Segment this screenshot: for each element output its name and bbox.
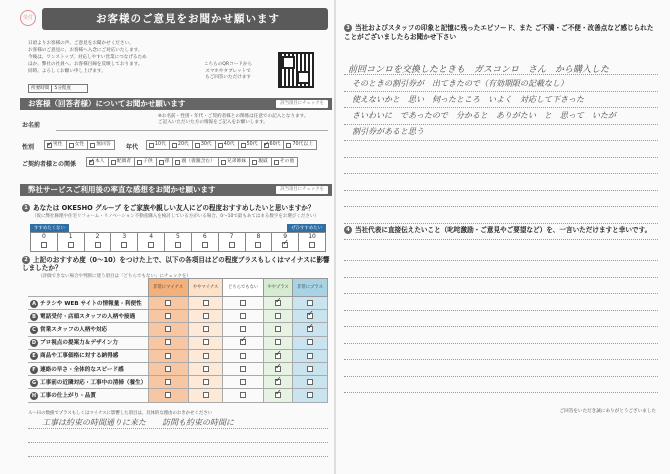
checkbox[interactable] — [203, 326, 209, 332]
section-title: お客様（回答者様）についてお聞かせ願います — [28, 99, 186, 108]
question-2-title — [22, 256, 332, 272]
reason-footnote: Ａ～Ｈの数値でプラスもしくはマイナスに影響した項目は、具体的な理由のおきかせください — [28, 411, 213, 416]
checkbox[interactable] — [275, 392, 281, 398]
age-options — [146, 140, 317, 150]
checkbox[interactable] — [203, 379, 209, 385]
rating-table — [28, 278, 328, 403]
relationship-option[interactable] — [109, 158, 135, 166]
rating-cell[interactable] — [148, 323, 188, 336]
checkbox[interactable] — [203, 353, 209, 359]
checkbox[interactable] — [307, 379, 313, 385]
scale-option[interactable] — [111, 233, 138, 251]
scale-number: 10 — [308, 233, 316, 240]
item-letter: A — [30, 300, 38, 308]
section-header-feedback — [20, 184, 332, 196]
checkbox[interactable] — [240, 326, 246, 332]
checkbox[interactable] — [195, 143, 200, 148]
rating-cell[interactable] — [223, 310, 264, 323]
answer-line[interactable] — [344, 260, 658, 261]
received-stamp: 受付 — [20, 10, 36, 26]
item-label: 電話受付・店頭スタッフの人柄や接遇 — [40, 313, 136, 320]
checkbox[interactable] — [203, 313, 209, 319]
rating-row — [28, 349, 328, 362]
scale-number: 8 — [256, 233, 261, 240]
reason-line[interactable] — [28, 442, 328, 443]
privacy-note — [158, 114, 332, 126]
rating-cell[interactable] — [293, 323, 328, 336]
scale-number: 1 — [68, 233, 73, 240]
checkbox[interactable] — [307, 353, 313, 359]
item-letter: G — [31, 379, 37, 386]
rating-row — [28, 389, 328, 402]
checkbox[interactable] — [240, 366, 246, 372]
checkbox[interactable] — [165, 353, 171, 359]
scale-option[interactable] — [165, 233, 192, 251]
checkbox[interactable] — [240, 353, 246, 359]
intro-line: 同時、よろしくお願い申し上げます。 — [28, 69, 106, 74]
answer-line[interactable] — [344, 359, 658, 360]
rating-cell[interactable] — [263, 336, 292, 349]
rating-cell[interactable] — [223, 323, 264, 336]
answer-line[interactable] — [344, 343, 658, 344]
checkbox[interactable] — [275, 339, 281, 345]
checkbox[interactable] — [165, 326, 171, 332]
page-title: お客様のご意見をお聞かせ願います — [42, 8, 328, 30]
rating-cell[interactable] — [293, 310, 328, 323]
handwritten-answer-line: 使えないかと 思い 伺ったところ いよく 対応して下さった — [352, 95, 584, 104]
rating-row — [28, 323, 328, 336]
rating-cell[interactable] — [263, 376, 292, 389]
age-label: 年代 — [126, 144, 139, 151]
scale-caption-high: ぜひすすめたい — [287, 224, 326, 232]
checkbox[interactable] — [274, 160, 279, 165]
checkbox[interactable] — [221, 160, 226, 165]
rating-row — [28, 376, 328, 389]
relationship-option[interactable] — [219, 158, 250, 166]
answer-line[interactable] — [344, 392, 658, 393]
checkbox[interactable] — [202, 242, 208, 248]
checkbox[interactable] — [307, 339, 313, 345]
checkbox[interactable] — [307, 366, 313, 372]
checkbox[interactable] — [275, 326, 281, 332]
option-label: 20代 — [177, 142, 189, 147]
relationship-option[interactable] — [87, 158, 109, 166]
checkbox[interactable] — [165, 339, 171, 345]
intro-line: お客様のご意見に、お客様へ入念にご対応いたします。 — [28, 48, 143, 53]
option-label: 30代 — [200, 142, 212, 147]
item-label: 工事前の近隣対応・工事中の清掃（養生） — [40, 379, 147, 386]
checkbox[interactable] — [165, 392, 171, 398]
item-label: 連絡の早さ・全体的なスピード感 — [40, 366, 124, 373]
header-very-positive: 非常にプラス — [293, 279, 328, 297]
checkbox[interactable] — [229, 242, 235, 248]
rating-row — [28, 310, 328, 323]
option-label: 女性 — [74, 142, 85, 147]
checkbox[interactable] — [252, 160, 257, 165]
checkbox[interactable] — [307, 326, 313, 332]
gender-option[interactable] — [67, 141, 89, 149]
checkbox[interactable] — [240, 313, 246, 319]
option-label: 70代以上 — [292, 142, 313, 147]
item-label: 営業スタッフの人柄や対応 — [40, 326, 108, 333]
question-text: 上記のおすすめ度（0～10）をつけた上で、以下の各項目はどの程度プラスもしくはマイナスに影響しましたか？ — [22, 256, 330, 272]
checkbox[interactable] — [41, 242, 47, 248]
checkbox[interactable] — [241, 143, 246, 148]
recommend-scale — [30, 226, 326, 252]
page-divider — [334, 0, 336, 474]
question-text: 当社およびスタッフの印象と記憶に残ったエピソード、また ご不満・ご不便・改善点など感じられたことがございましたらお聞かせ下さい — [344, 24, 654, 41]
intro-text — [28, 40, 188, 75]
gender-option[interactable] — [45, 141, 67, 149]
handwritten-reason: 工事は約束の時間通りに来た 訪問も約束の時間に — [42, 418, 234, 427]
rating-cell[interactable] — [293, 297, 328, 310]
header-somewhat-negative: ややマイナス — [188, 279, 223, 297]
rating-item — [28, 297, 148, 310]
rating-cell[interactable] — [223, 297, 264, 310]
checkbox[interactable] — [148, 242, 154, 248]
question-text: あなたは OKESHO グループ をご家族や親しい友人にどの程度おすすめしたいと思いますか？ — [33, 204, 315, 212]
rating-item — [28, 323, 148, 336]
checkbox[interactable] — [275, 379, 281, 385]
scale-number: 4 — [149, 233, 154, 240]
option-label: 親（義親含む） — [181, 159, 216, 164]
handwritten-answer-line: さいわいに であったので 分かると ありがたい と 思って いたが — [352, 111, 616, 120]
rating-cell[interactable] — [188, 297, 223, 310]
scale-option[interactable] — [138, 233, 165, 251]
question-text: 当社代表に直接伝えたいこと（叱咤激励・ご意見やご要望など）を、一言いただけますと幸いです。 — [355, 226, 652, 234]
checkbox[interactable] — [111, 160, 116, 165]
rating-cell[interactable] — [148, 376, 188, 389]
item-letter: E — [30, 352, 38, 360]
option-label: 本人 — [95, 159, 105, 164]
age-option[interactable] — [262, 141, 285, 149]
rating-cell[interactable] — [148, 336, 188, 349]
rating-cell[interactable] — [188, 362, 223, 375]
checkbox[interactable] — [165, 366, 171, 372]
rating-cell[interactable] — [263, 362, 292, 375]
gender-label: 性別 — [22, 144, 35, 151]
checkbox[interactable] — [203, 339, 209, 345]
checkbox[interactable] — [203, 300, 209, 306]
time-label: 所要時間 — [31, 86, 50, 91]
rating-cell[interactable] — [188, 376, 223, 389]
answer-line[interactable] — [344, 310, 658, 311]
rating-cell[interactable] — [148, 362, 188, 375]
rating-cell[interactable] — [223, 349, 264, 362]
answer-line[interactable] — [344, 277, 658, 278]
rating-cell[interactable] — [148, 389, 188, 402]
scale-option[interactable] — [31, 233, 58, 251]
answer-line[interactable] — [344, 124, 658, 125]
right-page — [338, 4, 664, 470]
scale-option[interactable] — [58, 233, 85, 251]
rating-cell[interactable] — [223, 376, 264, 389]
checkbox[interactable] — [137, 160, 142, 165]
question-4-title — [344, 226, 658, 235]
qr-note-line: スマホやタブレットで — [205, 68, 251, 74]
gender-options — [44, 140, 115, 150]
scale-option[interactable] — [272, 233, 299, 251]
checkbox[interactable] — [240, 300, 246, 306]
answer-line[interactable] — [344, 206, 658, 207]
age-option[interactable] — [216, 141, 239, 149]
intro-line: 日頃よりお客様の声、ご意見をお聞かせください。 — [28, 41, 134, 46]
option-label: 親戚 — [258, 159, 268, 164]
scale-number: 3 — [122, 233, 127, 240]
age-option[interactable] — [239, 141, 262, 149]
answer-line[interactable] — [344, 173, 658, 174]
checkbox[interactable] — [275, 366, 281, 372]
item-label: チラシや WEB サイトの情報量・利便性 — [40, 300, 142, 307]
checkbox[interactable] — [203, 392, 209, 398]
answer-line[interactable] — [344, 293, 658, 294]
rating-cell[interactable] — [223, 389, 264, 402]
checkbox[interactable] — [165, 313, 171, 319]
checkbox[interactable] — [275, 300, 281, 306]
checkbox[interactable] — [282, 242, 288, 248]
option-label: 配偶者 — [116, 159, 132, 164]
checkbox[interactable] — [47, 143, 52, 148]
rating-row — [28, 362, 328, 375]
answer-line[interactable] — [344, 190, 658, 191]
question-number: 4 — [344, 226, 352, 234]
rating-cell[interactable] — [263, 349, 292, 362]
rating-cell[interactable] — [148, 297, 188, 310]
checkbox[interactable] — [275, 313, 281, 319]
checkbox[interactable] — [307, 300, 313, 306]
scale-option[interactable] — [299, 233, 325, 251]
scale-number: 6 — [202, 233, 207, 240]
section-header-respondent — [20, 98, 332, 110]
rating-item — [28, 336, 148, 349]
rating-cell[interactable] — [293, 336, 328, 349]
answer-line[interactable] — [344, 140, 658, 141]
option-label: 無回答 — [96, 142, 111, 147]
rating-cell[interactable] — [188, 389, 223, 402]
checkbox[interactable] — [121, 242, 127, 248]
scale-number: 5 — [176, 233, 180, 240]
checkbox[interactable] — [69, 143, 74, 148]
relationship-option[interactable] — [135, 158, 157, 166]
scale-number: 7 — [229, 233, 234, 240]
rating-header-row — [28, 279, 328, 297]
rating-cell[interactable] — [263, 323, 292, 336]
option-label: 60代 — [269, 142, 281, 147]
left-page — [8, 4, 330, 470]
relationship-option[interactable] — [173, 158, 219, 166]
section-title: 弊社サービスご利用後の率直な感想をお聞かせ願います — [28, 185, 216, 194]
name-label: お名前 — [22, 122, 41, 129]
item-letter: D — [31, 340, 37, 347]
checkbox[interactable] — [240, 339, 246, 345]
rating-cell[interactable] — [188, 336, 223, 349]
relationship-option[interactable] — [157, 158, 174, 166]
header-somewhat-positive: ややプラス — [263, 279, 292, 297]
rating-cell[interactable] — [148, 349, 188, 362]
checkbox[interactable] — [240, 379, 246, 385]
answer-line[interactable] — [344, 107, 658, 108]
option-label: 40代 — [223, 142, 235, 147]
handwritten-answer-line: そのときの割引券が 出てきたので（有効期限の記載なし） — [352, 79, 568, 88]
checkbox[interactable] — [165, 379, 171, 385]
rating-cell[interactable] — [263, 297, 292, 310]
checkbox[interactable] — [307, 392, 313, 398]
rating-cell[interactable] — [293, 349, 328, 362]
question-2-subtext: （評価できない場合や判断に迷う項目は「どちらでもない」にチェックを） — [38, 274, 191, 279]
question-3-title — [344, 24, 658, 42]
answer-line[interactable] — [344, 91, 658, 92]
rating-item — [28, 310, 148, 323]
checkbox[interactable] — [264, 143, 269, 148]
qr-note-line: もご回答いただけます — [205, 75, 251, 80]
section-note: 該当項目にチェックを — [276, 100, 328, 108]
scale-cells — [30, 232, 326, 252]
rating-cell[interactable] — [223, 362, 264, 375]
qr-note-line: こちらのQRコードから — [203, 62, 253, 67]
intro-line: 今後は、ワンストップ、対応しやすい営業につなげるため — [28, 55, 147, 60]
question-number: 1 — [22, 204, 30, 212]
scale-option[interactable] — [246, 233, 273, 251]
handwritten-answer-line: 前回コンロを交換したときも ガスコンロ さん から購入した — [348, 65, 610, 75]
item-letter: C — [30, 326, 38, 334]
section-note: 該当項目にチェックを — [276, 186, 328, 194]
item-label: プロ視点の提案力＆デザイン力 — [40, 340, 118, 347]
reason-line[interactable] — [28, 456, 328, 457]
privacy-line: ※お名前・性別・年代・ご契約者様との関係は任意での記入となります。 — [158, 114, 309, 119]
rating-item — [28, 362, 148, 375]
scale-option[interactable] — [192, 233, 219, 251]
scale-option[interactable] — [85, 233, 112, 251]
answer-line[interactable] — [344, 157, 658, 158]
item-label: 工事の仕上がり・品質 — [40, 392, 96, 399]
relationship-option[interactable] — [272, 158, 297, 166]
rating-header-blank — [28, 279, 148, 297]
checkbox[interactable] — [89, 160, 94, 165]
question-1-subtext: （仮に弊社修理や住宅リフォーム・リノベーション不動産購入を検討している方がいる場合、0～10で最もあてはまる数字をお選びください） — [32, 214, 319, 219]
privacy-line: ご記入いただいた方の情報をご記入をお願いします。 — [158, 120, 268, 125]
rating-item — [28, 349, 148, 362]
name-field[interactable] — [56, 130, 328, 131]
qr-code[interactable] — [278, 52, 314, 88]
relationship-options — [86, 157, 298, 167]
checkbox[interactable] — [95, 242, 101, 248]
handwritten-answer-line: 割引券があると思う — [352, 127, 424, 136]
option-label: その他 — [279, 159, 295, 164]
rating-cell[interactable] — [293, 376, 328, 389]
answer-line[interactable] — [344, 223, 658, 224]
rating-cell[interactable] — [148, 310, 188, 323]
age-option[interactable] — [147, 141, 170, 149]
option-label: 男性 — [53, 142, 63, 147]
checkbox[interactable] — [68, 242, 74, 248]
header-very-negative: 非常にマイナス — [148, 279, 188, 297]
relationship-label: ご契約者様との関係 — [22, 161, 77, 168]
checkbox[interactable] — [159, 160, 164, 165]
checkbox[interactable] — [203, 366, 209, 372]
question-number: 2 — [22, 256, 30, 264]
rating-cell[interactable] — [188, 310, 223, 323]
time-estimate — [28, 84, 88, 93]
qr-note — [192, 62, 264, 82]
item-letter: F — [30, 366, 38, 374]
question-number: 3 — [344, 24, 352, 32]
checkbox[interactable] — [275, 353, 281, 359]
time-value: 5分程度 — [51, 85, 73, 92]
checkbox[interactable] — [218, 143, 223, 148]
checkbox[interactable] — [172, 143, 177, 148]
checkbox[interactable] — [90, 143, 95, 148]
item-label: 商品や工事価格に対する納得感 — [40, 353, 119, 360]
age-option[interactable] — [284, 141, 316, 149]
answer-line[interactable] — [344, 376, 658, 377]
checkbox[interactable] — [149, 143, 154, 148]
scale-option[interactable] — [219, 233, 246, 251]
checkbox[interactable] — [307, 313, 313, 319]
intro-line: ほか、弊社の社員へ、お客様目線を反映しております。 — [28, 62, 143, 67]
checkbox[interactable] — [165, 300, 171, 306]
age-option[interactable] — [170, 141, 193, 149]
scale-number: 0 — [41, 233, 46, 240]
reason-line[interactable] — [28, 428, 328, 429]
checkbox[interactable] — [286, 143, 291, 148]
question-1-title — [22, 202, 314, 212]
thanks-note: ご回答をいただき誠にありがとうございました — [559, 409, 656, 414]
answer-line[interactable] — [344, 239, 658, 240]
scale-number: 2 — [95, 233, 100, 240]
rating-item — [28, 376, 148, 389]
option-label: 孫 — [164, 159, 170, 164]
checkbox[interactable] — [255, 242, 261, 248]
rating-cell[interactable] — [293, 389, 328, 402]
option-label: 兄弟姉妹 — [227, 159, 247, 164]
item-letter: H — [31, 392, 37, 399]
checkbox[interactable] — [309, 242, 315, 248]
rating-item — [28, 389, 148, 402]
age-option[interactable] — [193, 141, 216, 149]
option-label: 子供 — [143, 159, 153, 164]
rating-cell[interactable] — [263, 389, 292, 402]
answer-line[interactable] — [344, 326, 658, 327]
relationship-option[interactable] — [250, 158, 272, 166]
rating-cell[interactable] — [223, 336, 264, 349]
checkbox[interactable] — [240, 392, 246, 398]
gender-option[interactable] — [88, 141, 113, 149]
scale-number: 9 — [283, 233, 288, 240]
rating-row — [28, 297, 328, 310]
checkbox[interactable] — [175, 160, 180, 165]
option-label: 50代 — [246, 142, 258, 147]
rating-cell[interactable] — [263, 310, 292, 323]
rating-cell[interactable] — [188, 323, 223, 336]
rating-cell[interactable] — [293, 362, 328, 375]
rating-cell[interactable] — [188, 349, 223, 362]
scale-caption-low: すすめたくない — [30, 224, 69, 232]
checkbox[interactable] — [175, 242, 181, 248]
header-neutral: どちらでもない — [223, 279, 264, 297]
rating-row — [28, 336, 328, 349]
option-label: 10代 — [155, 142, 166, 147]
item-letter: B — [30, 313, 38, 321]
